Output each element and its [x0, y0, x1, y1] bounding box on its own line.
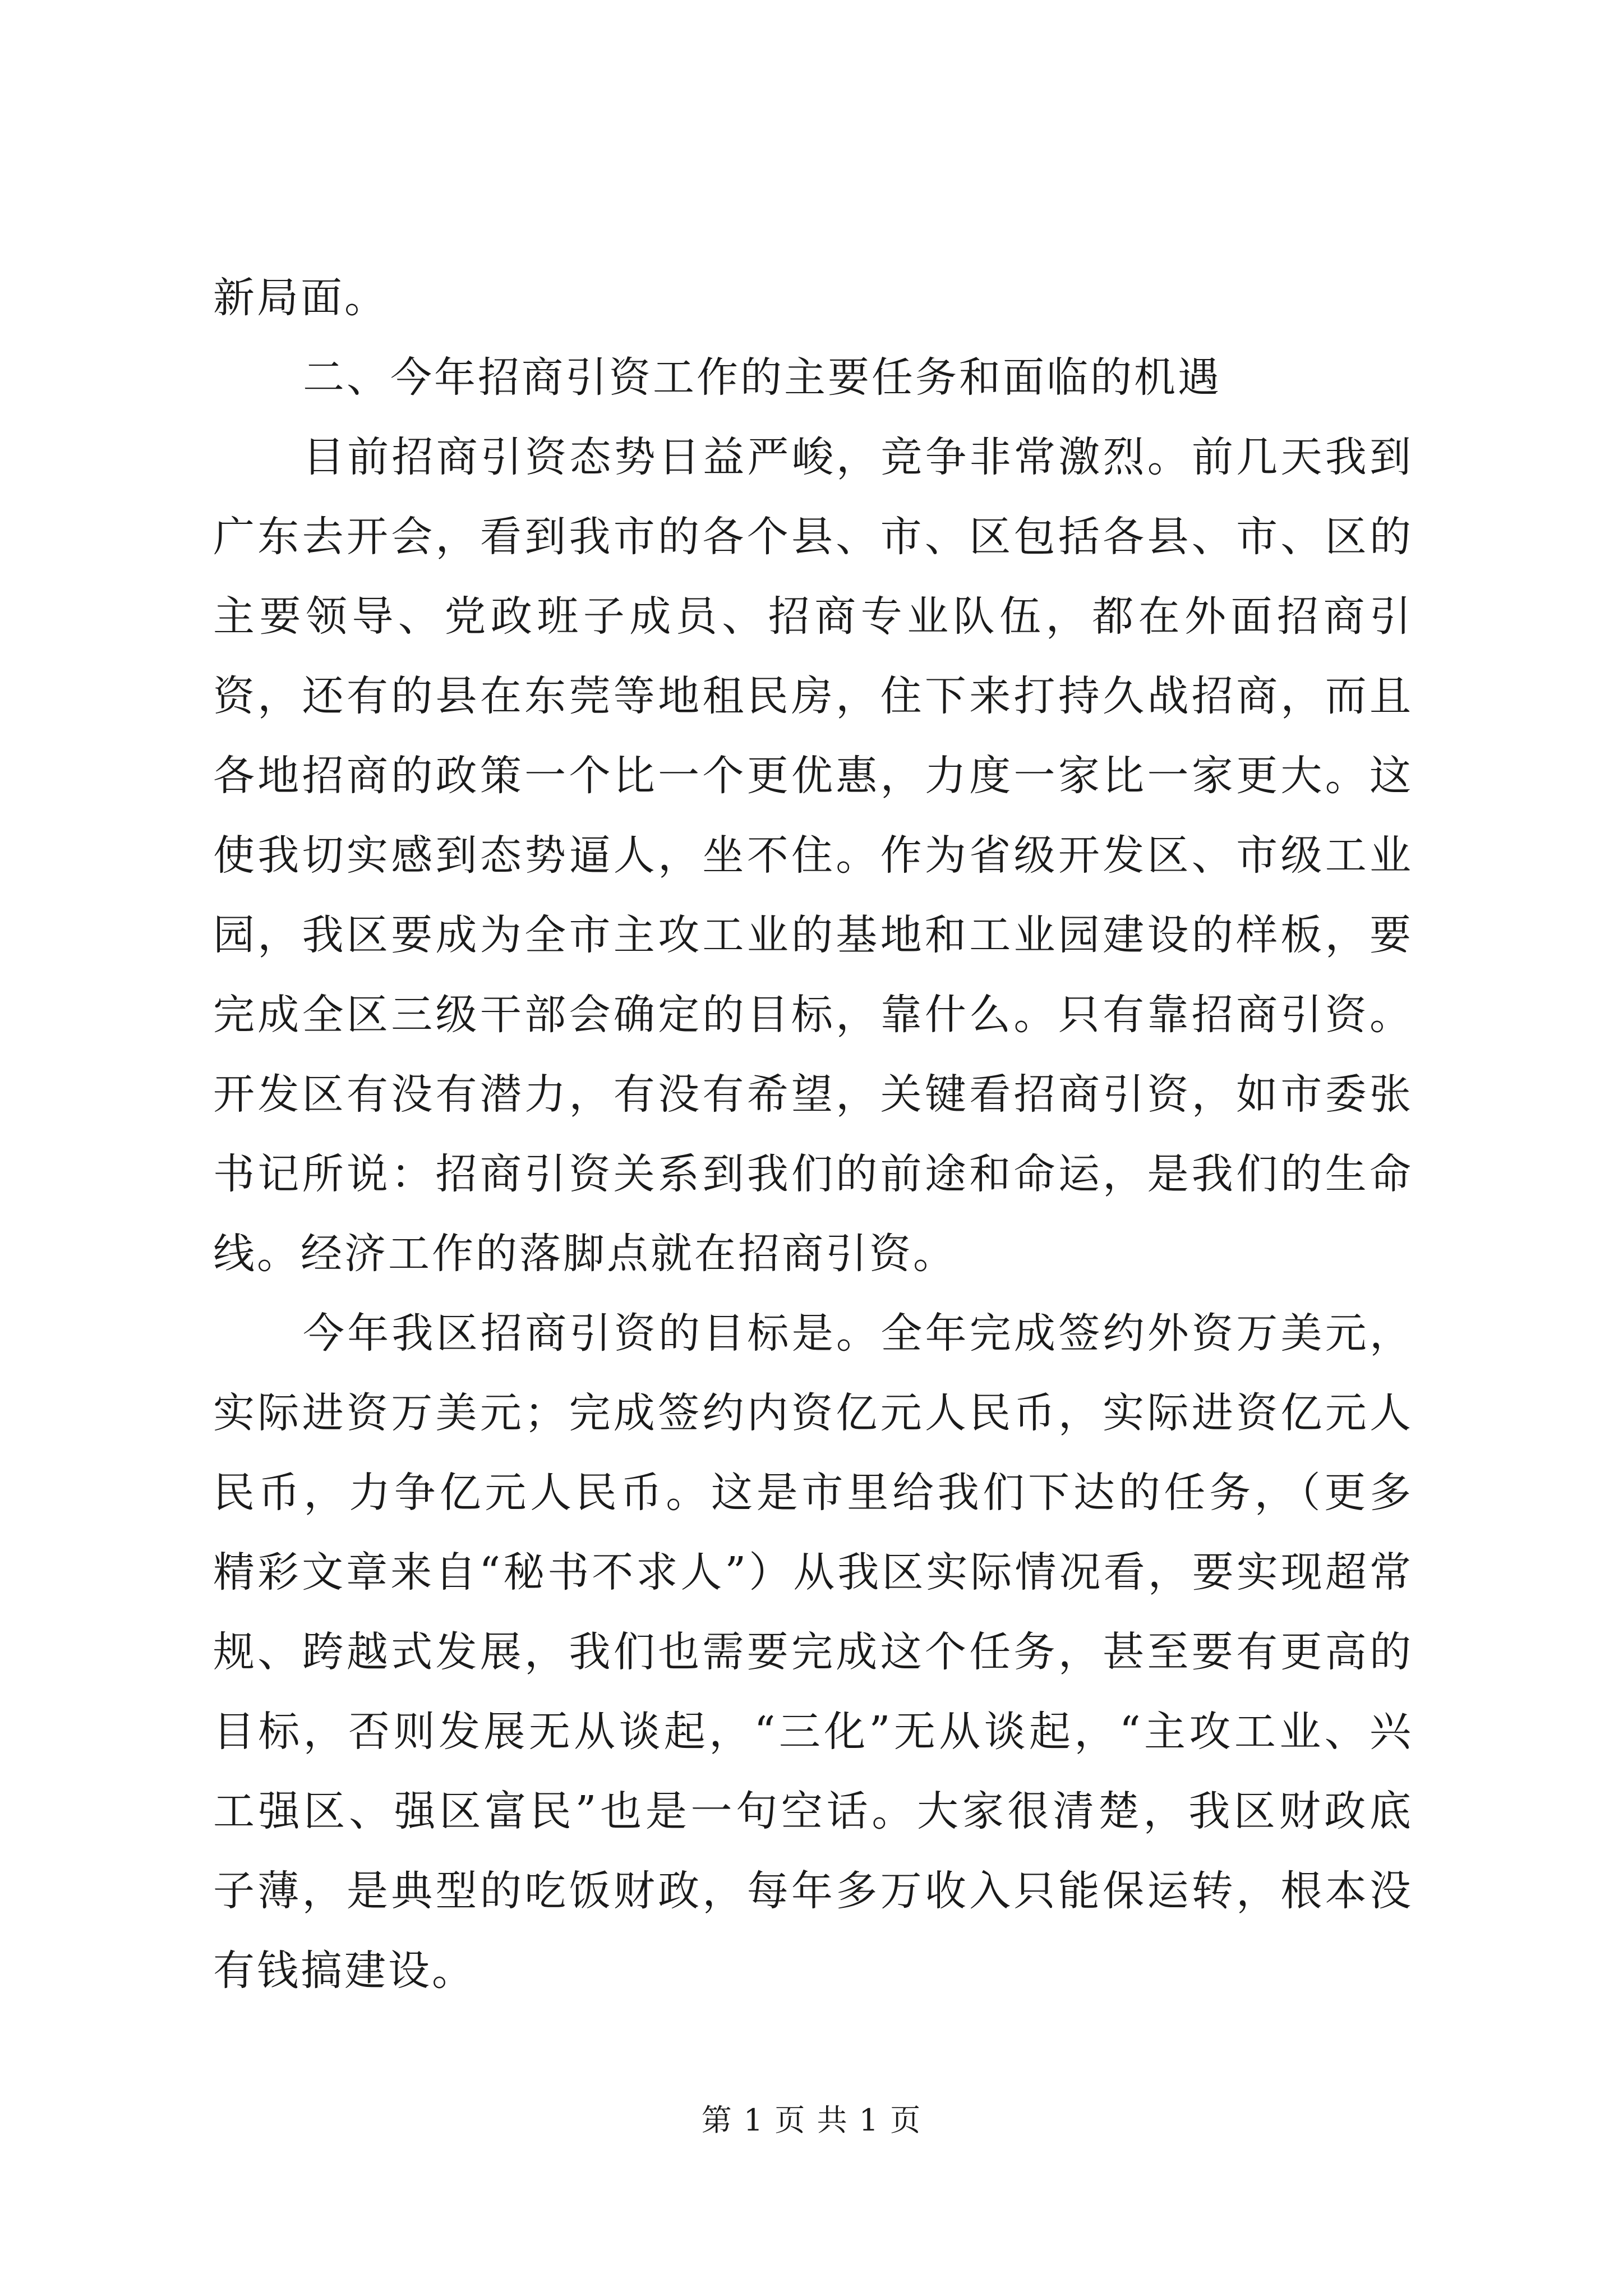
paragraph-targets: 今年我区招商引资的目标是。全年完成签约外资万美元，实际进资万美元；完成签约内资亿元人民币，实际进资亿元人民币，力争亿元人民币。这是市里给我们下达的任务，（更多精彩文章来自“秘书不求人”）从我区实际情况看，要实现超常规、跨越式发展，我们也需要完成这个任务，甚至要有更高的目标，否则发展无从谈起，“三化”无从谈起，“主攻工业、兴工强区、强区富民”也是一句空话。大家很清楚，我区财政底子薄，是典型的吃饭财政，每年多万收入只能保运转，根本没有钱搞建设。	[213, 1309, 1413, 1995]
document-body	[213, 258, 1413, 2010]
page-number-footer: 第 1 页 共 1 页	[701, 2102, 922, 2138]
paragraph-situation: 目前招商引资态势日益严峻，竞争非常激烈。前几天我到广东去开会，看到我市的各个县、市、区包括各县、市、区的主要领导、党政班子成员、招商专业队伍，都在外面招商引资，还有的县在东莞等地租民房，住下来打持久战招商，而且各地招商的政策一个比一个更优惠，力度一家比一家更大。这使我切实感到态势逼人，坐不住。作为省级开发区、市级工业园，我区要成为全市主攻工业的基地和工业园建设的样板，要完成全区三级干部会确定的目标，靠什么。只有靠招商引资。开发区有没有潜力，有没有希望，关键看招商引资，如市委张书记所说：招商引资关系到我们的前途和命运，是我们的生命线。经济工作的落脚点就在招商引资。	[213, 433, 1413, 1278]
section-heading: 二、今年招商引资工作的主要任务和面临的机遇	[303, 353, 1221, 402]
paragraph-continuation: 新局面。	[213, 274, 388, 322]
